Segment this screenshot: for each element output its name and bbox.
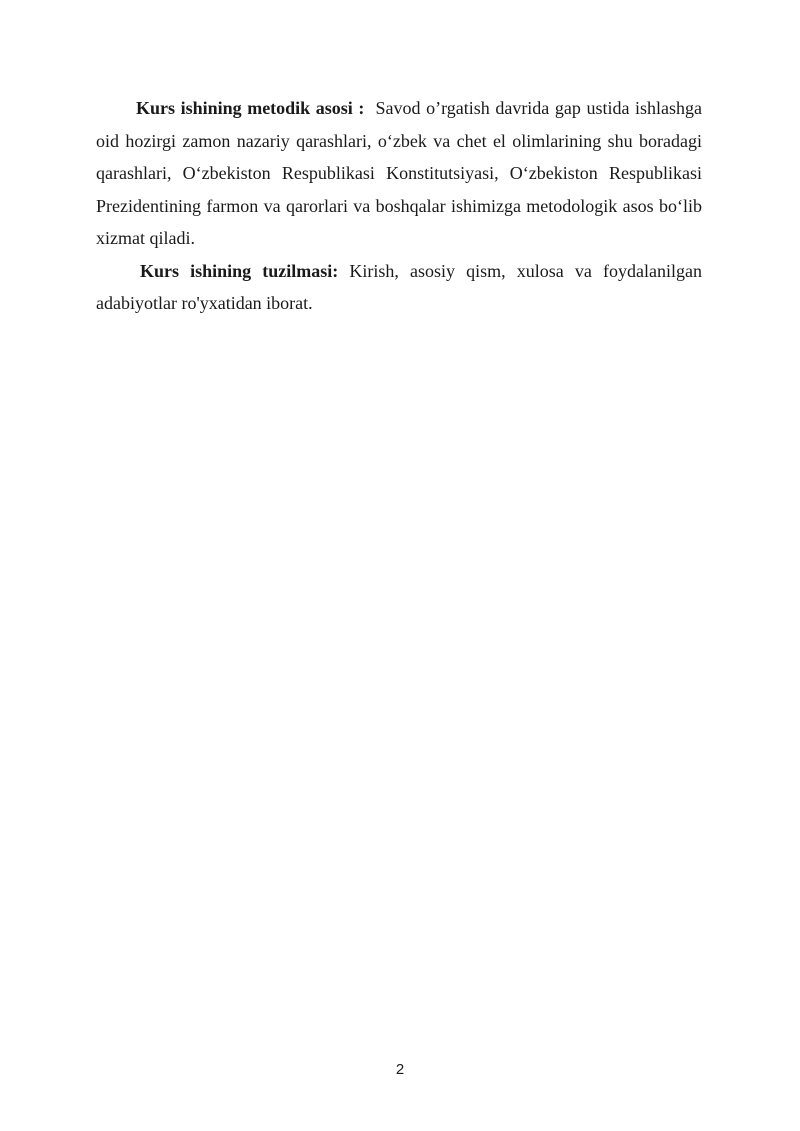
paragraph-heading: Kurs ishining tuzilmasi: bbox=[140, 260, 339, 281]
paragraph-structure bbox=[96, 255, 702, 320]
body-text bbox=[96, 92, 702, 320]
paragraph-methodology bbox=[96, 92, 702, 255]
paragraph-body: Kirish, asosiy qism, xulosa va foydalanilgan adabiyotlar ro'yxatidan iborat. bbox=[96, 260, 702, 313]
paragraph-body: Savod o’rgatish davrida gap ustida ishlashga oid hozirgi zamon nazariy qarashlari, o‘zbek va chet el olimlarining shu boradagi qarashlari, O‘zbekiston Respublikasi Konstitutsiyasi, O‘zbekiston Respublikasi Prezidentining farmon va qarorlari va boshqalar ishimizga metodologik asos bo‘lib xizmat qiladi. bbox=[96, 98, 703, 248]
page-number: 2 bbox=[395, 1061, 405, 1078]
paragraph-heading: Kurs ishining metodik asosi : bbox=[136, 98, 365, 118]
